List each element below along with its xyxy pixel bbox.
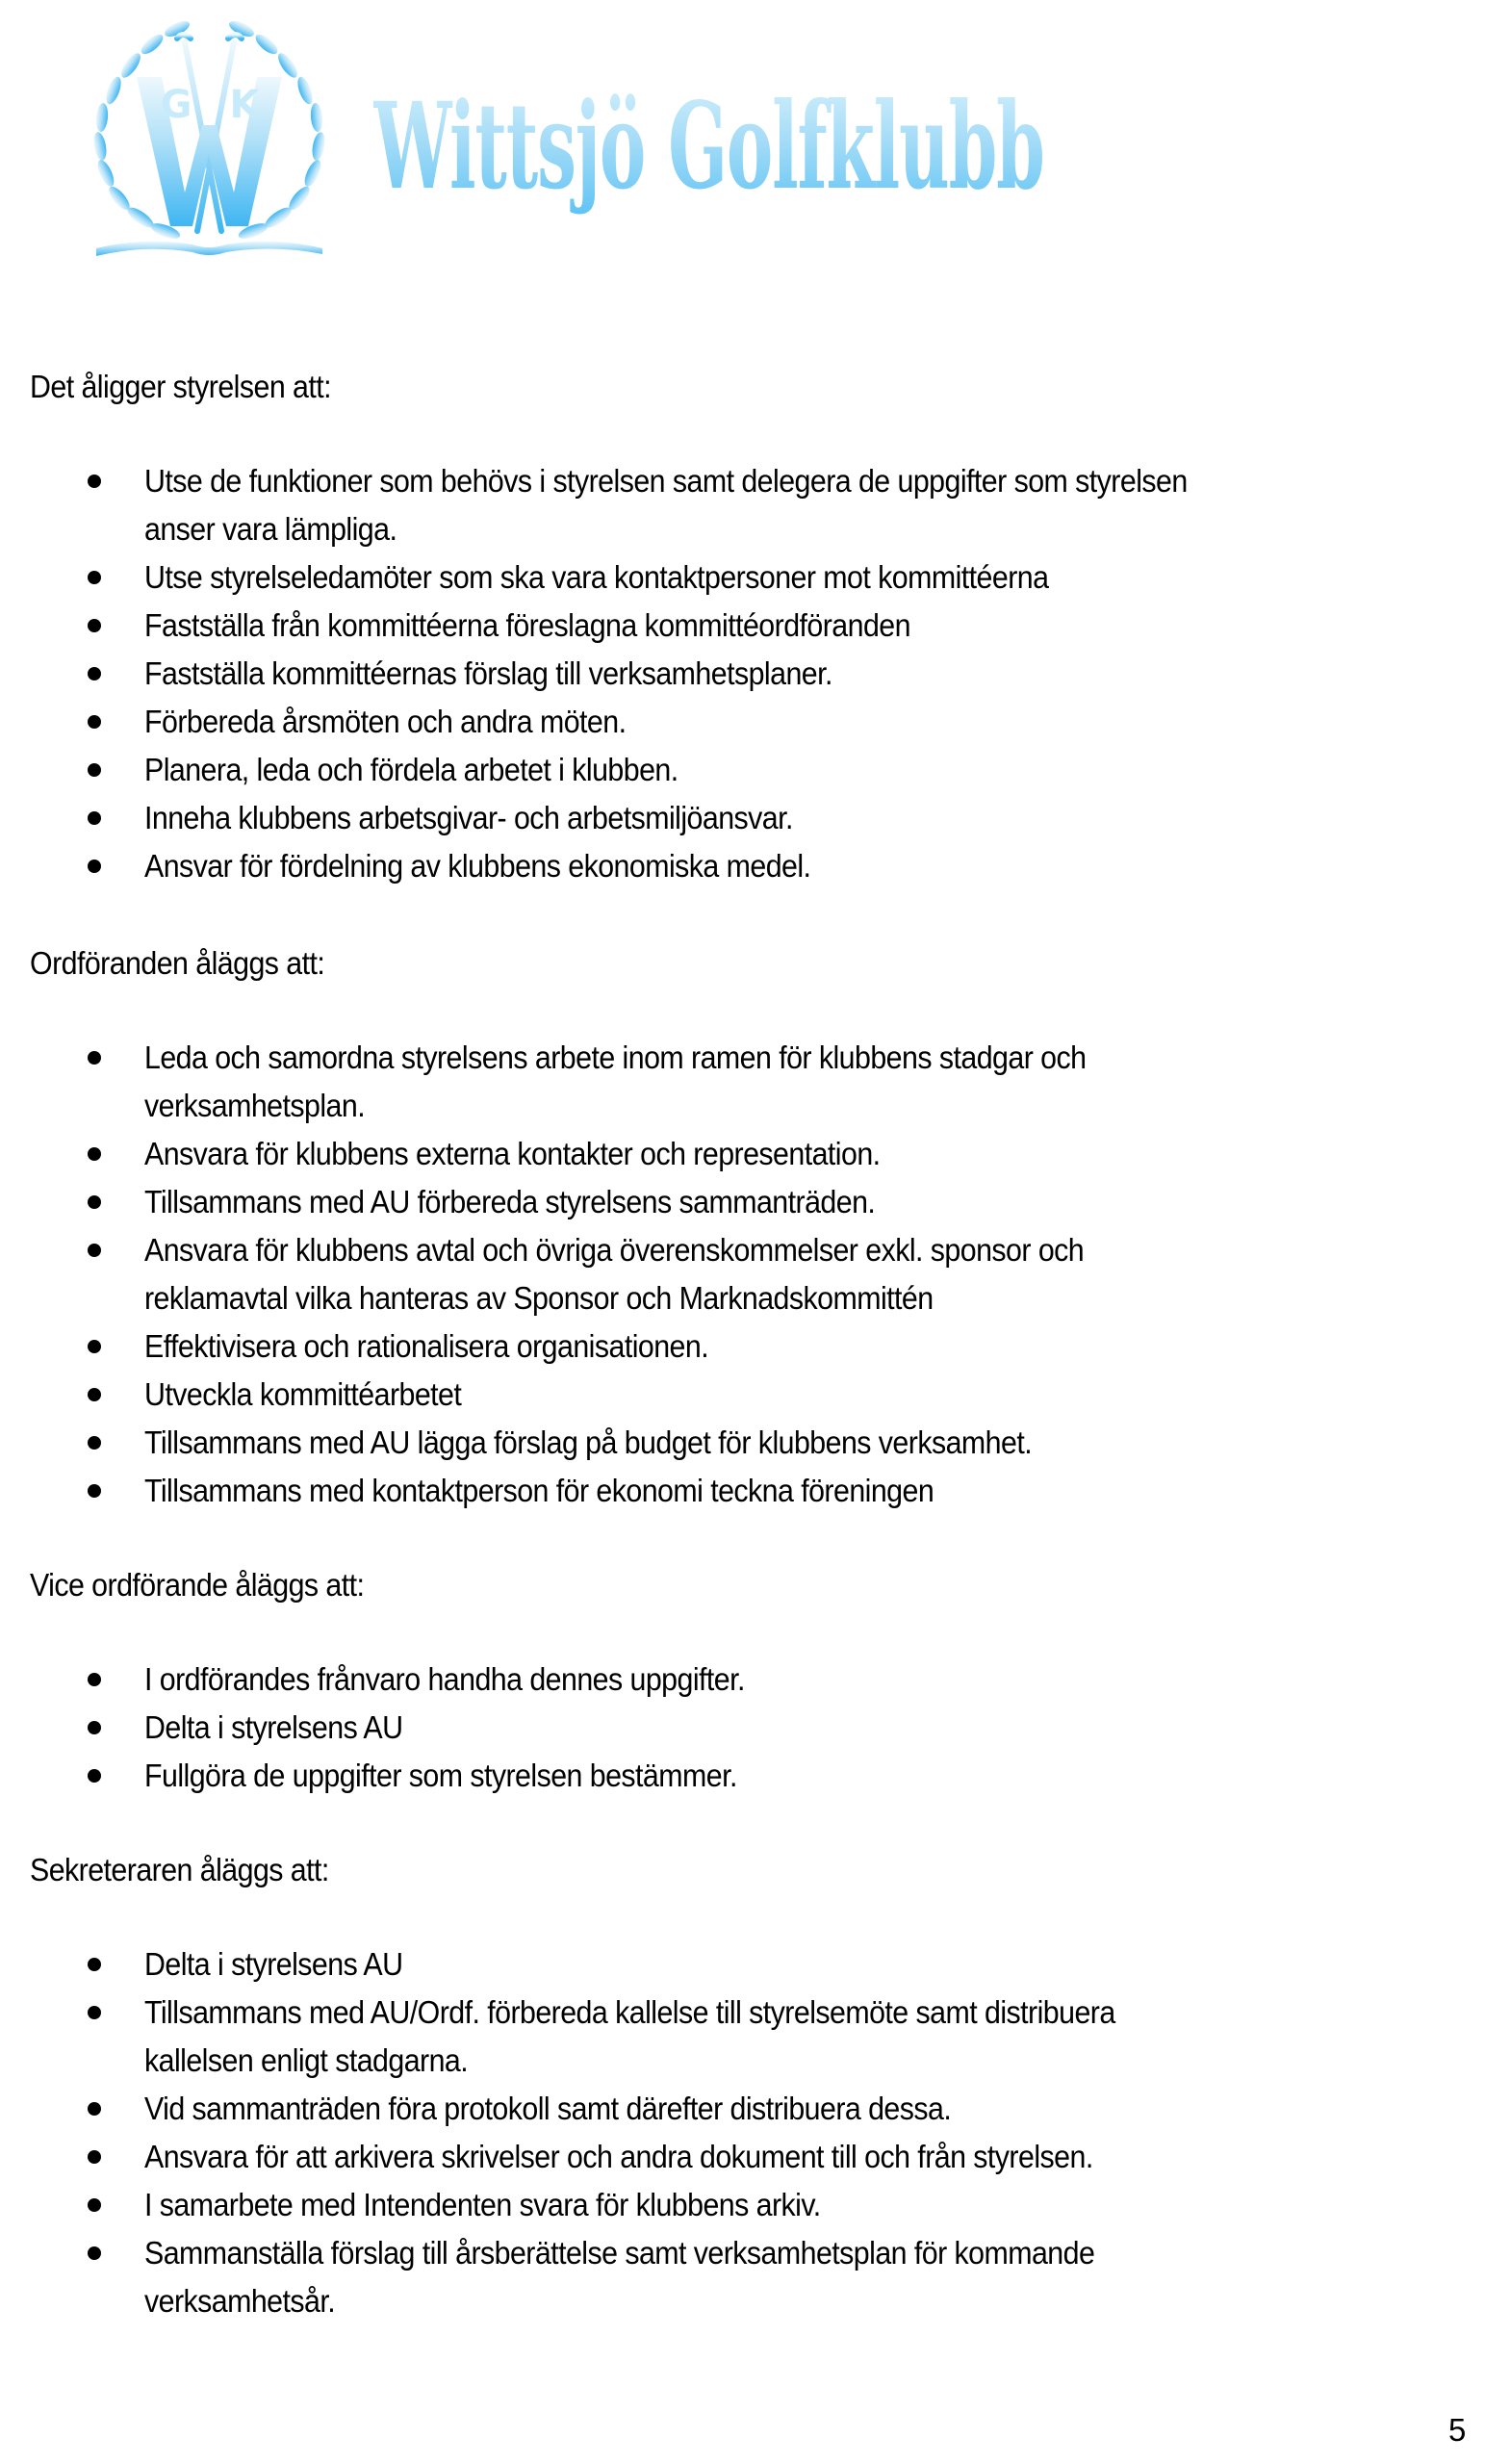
bullet-list xyxy=(0,457,1278,890)
list-item-text: Tillsammans med AU/Ordf. förbereda kallelse till styrelsemöte samt distribuera xyxy=(144,1994,1115,2030)
list-item-text: Delta i styrelsens AU xyxy=(144,1946,403,1982)
bullet-icon xyxy=(88,571,101,584)
list-item-text: Delta i styrelsens AU xyxy=(144,1709,403,1745)
bullet-icon xyxy=(88,2150,101,2164)
list-item-text: Inneha klubbens arbetsgivar- och arbetsmiljöansvar. xyxy=(144,800,793,835)
bullet-icon xyxy=(88,1244,101,1257)
emblem-letter-g: G xyxy=(160,83,192,127)
bullet-icon xyxy=(88,860,101,873)
list-item xyxy=(0,842,1278,890)
club-emblem-icon xyxy=(77,10,342,262)
bullet-list xyxy=(0,1034,1168,1515)
list-item-text: Effektivisera och rationalisera organisationen. xyxy=(144,1328,709,1364)
list-item xyxy=(0,1130,1168,1178)
page-header xyxy=(0,0,1510,279)
list-item-text: I samarbete med Intendenten svara för klubbens arkiv. xyxy=(144,2187,821,2222)
bullet-icon xyxy=(88,1051,101,1065)
bullet-icon xyxy=(88,2198,101,2212)
bullet-icon xyxy=(88,1673,101,1686)
list-item xyxy=(0,1226,1168,1322)
bullet-list xyxy=(0,1940,1199,2325)
list-item-text: Fastställa från kommittéerna föreslagna kommittéordföranden xyxy=(144,607,910,643)
list-item-text: Ansvara för att arkivera skrivelser och andra dokument till och från styrelsen. xyxy=(144,2139,1093,2174)
list-item-text: anser vara lämpliga. xyxy=(144,511,397,547)
list-item xyxy=(0,2229,1199,2325)
section-heading: Vice ordförande åläggs att: xyxy=(30,1567,365,1603)
list-item-text: Vid sammanträden föra protokoll samt därefter distribuera dessa. xyxy=(144,2091,952,2126)
list-item-text: verksamhetsplan. xyxy=(144,1088,366,1123)
list-item-text: Ansvara för klubbens externa kontakter och representation. xyxy=(144,1136,881,1171)
list-item xyxy=(0,1656,797,1704)
bullet-icon xyxy=(88,763,101,777)
bullet-icon xyxy=(88,475,101,488)
section-heading: Det åligger styrelsen att: xyxy=(30,369,332,404)
list-item xyxy=(0,1989,1199,2085)
bullet-icon xyxy=(88,811,101,825)
list-item-text: kallelsen enligt stadgarna. xyxy=(144,2042,469,2078)
list-item-text: I ordförandes frånvaro handha dennes uppgifter. xyxy=(144,1661,745,1697)
bullet-icon xyxy=(88,2006,101,2019)
list-item xyxy=(0,2181,1199,2229)
list-item xyxy=(0,553,1278,602)
page-number: 5 xyxy=(1448,2412,1467,2448)
list-item-text: verksamhetsår. xyxy=(144,2283,336,2319)
section-heading: Sekreteraren åläggs att: xyxy=(30,1852,329,1887)
bullet-icon xyxy=(88,1769,101,1783)
bullet-icon xyxy=(88,667,101,680)
club-name-logo: Wittsjö Golfklubb xyxy=(373,75,1044,219)
section-heading: Ordföranden åläggs att: xyxy=(30,945,325,981)
list-item xyxy=(0,1752,797,1800)
list-item xyxy=(0,2133,1199,2181)
list-item xyxy=(0,746,1278,794)
list-item-text: Utse styrelseledamöter som ska vara kontaktpersoner mot kommittéerna xyxy=(144,559,1049,595)
list-item xyxy=(0,794,1278,842)
list-item-text: Ansvar för fördelning av klubbens ekonomiska medel. xyxy=(144,848,811,884)
list-item-text: Planera, leda och fördela arbetet i klubben. xyxy=(144,752,678,787)
list-item xyxy=(0,1371,1168,1419)
bullet-list xyxy=(0,1656,797,1800)
bullet-icon xyxy=(88,1484,101,1498)
list-item-text: Tillsammans med kontaktperson för ekonomi teckna föreningen xyxy=(144,1473,934,1508)
list-item-text: Utveckla kommittéarbetet xyxy=(144,1376,462,1412)
bullet-icon xyxy=(88,1147,101,1161)
list-item-text: Ansvara för klubbens avtal och övriga överenskommelser exkl. sponsor och xyxy=(144,1232,1085,1268)
bullet-icon xyxy=(88,2102,101,2116)
list-item-text: Leda och samordna styrelsens arbete inom ramen för klubbens stadgar och xyxy=(144,1040,1087,1075)
list-item xyxy=(0,1322,1168,1371)
list-item-text: Sammanställa förslag till årsberättelse samt verksamhetsplan för kommande xyxy=(144,2235,1095,2271)
list-item-text: Tillsammans med AU förbereda styrelsens sammanträden. xyxy=(144,1184,876,1219)
list-item xyxy=(0,1940,1199,1989)
bullet-icon xyxy=(88,1721,101,1734)
list-item xyxy=(0,1419,1168,1467)
list-item-text: Utse de funktioner som behövs i styrelsen samt delegera de uppgifter som styrelsen xyxy=(144,463,1188,499)
list-item xyxy=(0,1704,797,1752)
bullet-icon xyxy=(88,619,101,632)
bullet-icon xyxy=(88,1195,101,1209)
list-item xyxy=(0,1178,1168,1226)
list-item-text: Fullgöra de uppgifter som styrelsen bestämmer. xyxy=(144,1758,737,1793)
list-item xyxy=(0,1467,1168,1515)
list-item xyxy=(0,698,1278,746)
bullet-icon xyxy=(88,1436,101,1450)
emblem-letter-k: K xyxy=(229,83,260,127)
bullet-icon xyxy=(88,1388,101,1401)
list-item-text: Tillsammans med AU lägga förslag på budget för klubbens verksamhet. xyxy=(144,1424,1033,1460)
list-item xyxy=(0,2085,1199,2133)
list-item-text: Förbereda årsmöten och andra möten. xyxy=(144,704,627,739)
list-item xyxy=(0,457,1278,553)
list-item xyxy=(0,650,1278,698)
list-item-text: reklamavtal vilka hanteras av Sponsor och Marknadskommittén xyxy=(144,1280,934,1316)
bullet-icon xyxy=(88,1340,101,1353)
bullet-icon xyxy=(88,715,101,729)
list-item-text: Fastställa kommittéernas förslag till verksamhetsplaner. xyxy=(144,655,832,691)
list-item xyxy=(0,1034,1168,1130)
bullet-icon xyxy=(88,1958,101,1971)
bullet-icon xyxy=(88,2246,101,2260)
list-item xyxy=(0,602,1278,650)
